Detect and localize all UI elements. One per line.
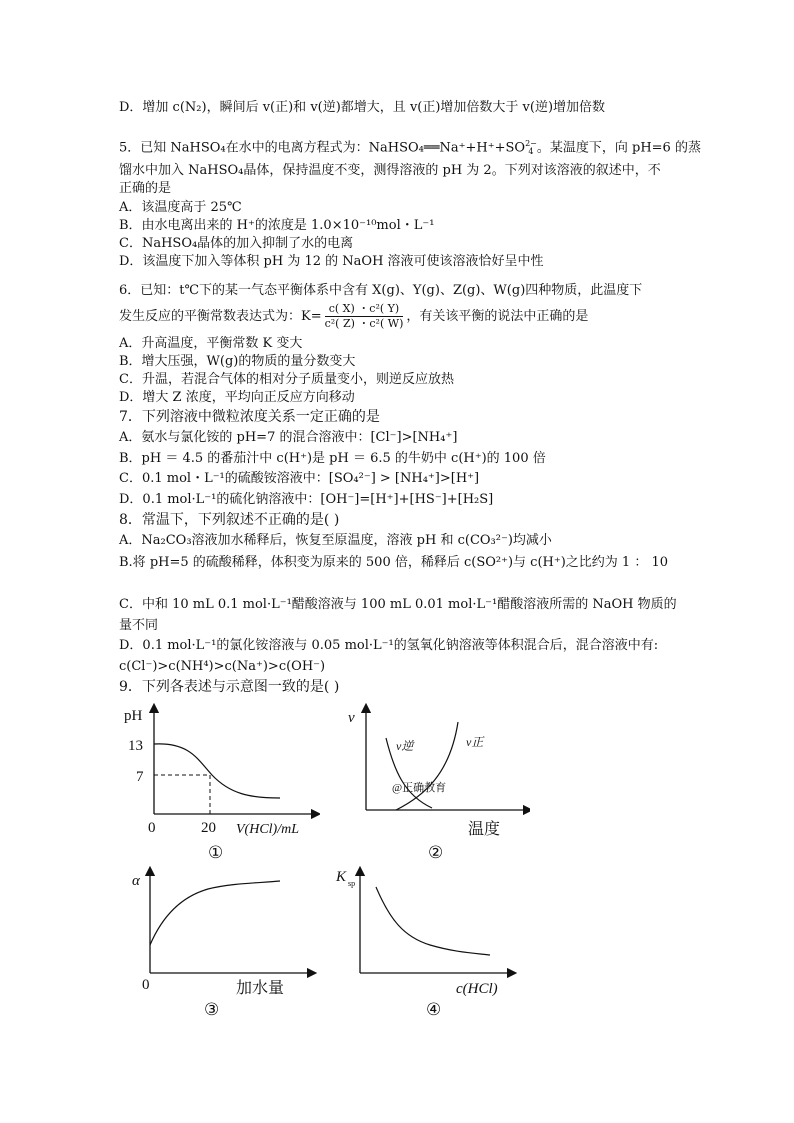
question-5-line-2: 馏水中加入 NaHSO₄晶体，保持温度不变，测得溶液的 pH 为 2。下列对该溶液的叙述中，不 [119, 163, 661, 178]
question-5-line-1 [119, 140, 701, 157]
y-axis-label: K [336, 869, 347, 885]
tick-7: 7 [136, 769, 144, 785]
fraction-denominator: c²( Z) ・c²( W) [324, 317, 404, 330]
x-axis-label: V(HCl)/mL [236, 822, 299, 837]
q6-option-d: D．增大 Z 浓度，平均向正反应方向移动 [119, 390, 355, 405]
sulfate-charge: 2− 4 [525, 139, 537, 156]
q6-suffix: ，有关该平衡的说法中正确的是 [406, 309, 589, 324]
y-axis-label: α [132, 873, 140, 889]
tick-13: 13 [128, 738, 143, 754]
ionization-curve [150, 881, 280, 945]
figure-2-rate-curve [340, 700, 530, 865]
equilibrium-constant-fraction [325, 302, 404, 331]
forward-rate-curve [396, 722, 458, 810]
figure-1-ph-curve [120, 700, 320, 865]
question-6-line-1: 6．已知：t℃下的某一气态平衡体系中含有 X(g)、Y(g)、Z(g)、W(g)四种物质，此温度下 [119, 283, 643, 298]
curve-label-forward: v正 [466, 735, 484, 749]
x-axis-label: 加水量 [236, 980, 285, 997]
figure-3-alpha-curve [120, 865, 320, 1025]
q8-option-d-line-2: c(Cl⁻)>c(NH⁴)>c(Na⁺)>c(OH⁻) [119, 659, 326, 674]
figure-number: ② [428, 843, 444, 862]
question-9: 9．下列各表述与示意图一致的是( ) [119, 679, 340, 695]
q8-option-d-line-1: D．0.1 mol·L⁻¹的氯化铵溶液与 0.05 mol·L⁻¹的氢氧化钠溶液等体积混合后，混合溶液中有: [119, 638, 659, 653]
q7-option-b: B．pH ＝ 4.5 的番茄汁中 c(H⁺)是 pH ＝ 6.5 的牛奶中 c(H⁺)的 100 倍 [119, 451, 546, 466]
q6-option-a: A．升高温度，平衡常数 K 变大 [119, 336, 303, 351]
figure-number: ④ [426, 1000, 442, 1019]
q5-tail: 。某温度下，向 pH=6 的蒸 [536, 140, 701, 156]
q8-option-a: A．Na₂CO₃溶液加水稀释后，恢复至原温度，溶液 pH 和 c(CO₃²⁻)均减小 [119, 533, 552, 548]
q5-option-c: C．NaHSO₄晶体的加入抑制了水的电离 [119, 236, 354, 251]
y-axis-label: v [348, 710, 355, 726]
q7-option-a: A．氨水与氯化铵的 pH=7 的混合溶液中：[Cl⁻]>[NH₄⁺] [119, 430, 458, 445]
q5-text: 5．已知 NaHSO₄在水中的电离方程式为：NaHSO₄══Na⁺+H⁺+SO [119, 140, 526, 156]
q6-option-c: C．升温，若混合气体的相对分子质量变小，则逆反应放热 [119, 372, 454, 387]
q8-option-c-line-1: C．中和 10 mL 0.1 mol·L⁻¹醋酸溶液与 100 mL 0.01 mol·L⁻¹醋酸溶液所需的 NaOH 物质的 [119, 597, 677, 612]
figure-number: ① [208, 843, 224, 862]
x-axis-label: 温度 [468, 821, 501, 838]
y-axis-label: pH [124, 708, 143, 724]
figure-number: ③ [204, 1000, 220, 1019]
question-8: 8．常温下，下列叙述不正确的是( ) [119, 512, 340, 528]
q5-option-a: A．该温度高于 25℃ [119, 200, 242, 215]
tick-0: 0 [148, 820, 156, 836]
q7-option-d: D．0.1 mol·L⁻¹的硫化钠溶液中：[OH⁻]=[H⁺]+[HS⁻]+[H₂S] [119, 492, 494, 507]
y-axis-label-subscript: sp [348, 879, 356, 888]
fraction-numerator: c( X) ・c²( Y) [325, 302, 404, 317]
q7-option-c: C．0.1 mol・L⁻¹的硫酸铵溶液中：[SO₄²⁻] > [NH₄⁺]>[H⁺] [119, 471, 480, 486]
q5-option-b: B．由水电离出来的 H⁺的浓度是 1.0×10⁻¹⁰mol・L⁻¹ [119, 218, 435, 233]
question-5-line-3: 正确的是 [119, 181, 172, 196]
watermark-text: @正确教育 [392, 782, 447, 794]
curve-label-reverse: v逆 [396, 739, 414, 753]
figure-4-ksp-curve [330, 865, 520, 1025]
q5-option-d: D．该温度下加入等体积 pH 为 12 的 NaOH 溶液可使该溶液恰好呈中性 [119, 254, 544, 269]
tick-0: 0 [142, 977, 150, 993]
titration-curve [154, 744, 280, 798]
q6-option-b: B．增大压强，W(g)的物质的量分数变大 [119, 354, 356, 369]
question-6-line-2 [119, 302, 588, 331]
q6-prefix: 发生反应的平衡常数表达式为：K= [119, 309, 322, 324]
tick-20: 20 [201, 820, 216, 836]
q8-option-c-line-2: 量不同 [119, 618, 159, 633]
ksp-curve [376, 887, 490, 955]
question-7: 7．下列溶液中微粒浓度关系一定正确的是 [119, 409, 380, 425]
option-d-prev: D．增加 c(N₂)，瞬间后 v(正)和 v(逆)都增大，且 v(正)增加倍数大于 v(逆)增加倍数 [119, 100, 606, 115]
q8-option-b: B.将 pH=5 的硫酸稀释，体积变为原来的 500 倍，稀释后 c(SO²⁺)与 c(H⁺)之比约为 1 ： 10 [119, 555, 669, 570]
x-axis-label: c(HCl) [456, 981, 498, 997]
